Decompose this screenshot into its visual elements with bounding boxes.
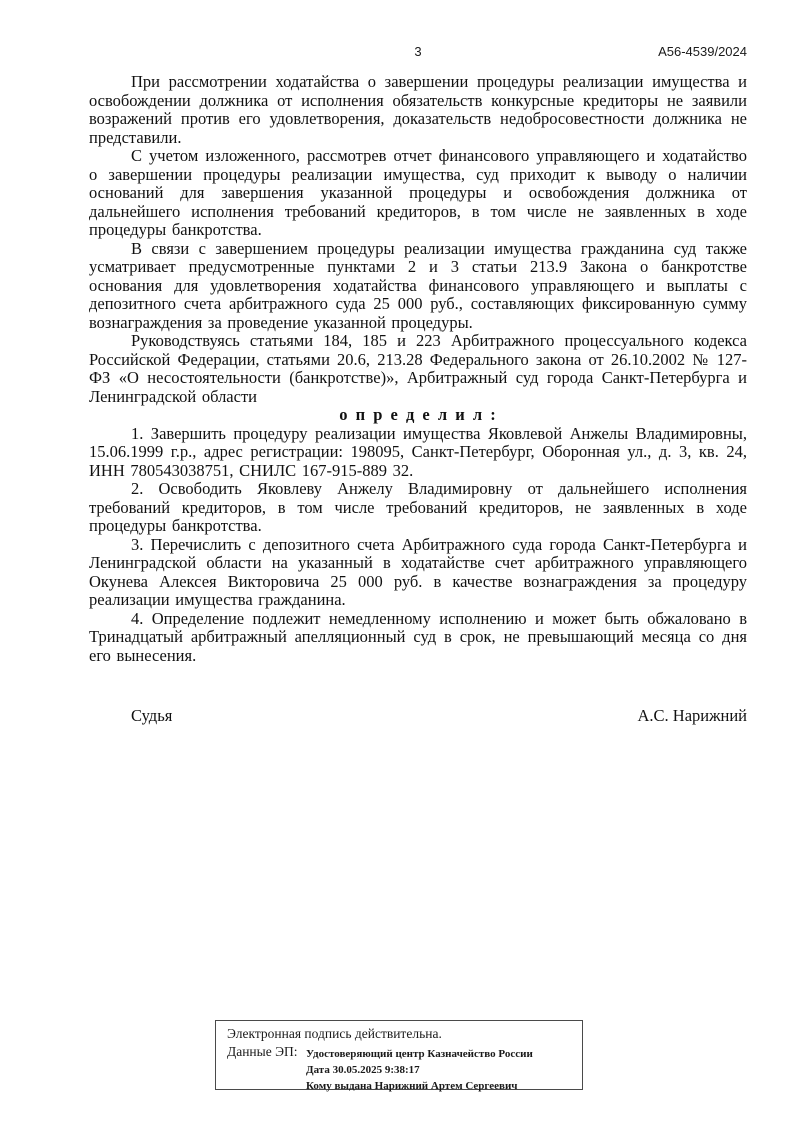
paragraph-considering-motion: При рассмотрении ходатайства о завершении процедуры реализации имущества и освобождении должника от исполнения обязательств конкурсные кредиторы не заявили возражений против его удовлетворения, доказательств недобросовестности должника не представили.	[89, 72, 747, 147]
stamp-title: Электронная подпись действительна.	[227, 1026, 442, 1041]
stamp-details-row	[227, 1044, 576, 1094]
electronic-signature-stamp	[215, 1020, 583, 1090]
stamp-line-issued-to: Кому выдана Нарижний Артем Сергеевич	[306, 1080, 518, 1092]
judge-name: А.С. Нарижний	[637, 706, 747, 725]
resolution-item-2: 2. Освободить Яковлеву Анжелу Владимировну от дальнейшего исполнения требований кредиторов, в том числе требований кредиторов, не заявленных в ходе процедуры банкротства.	[89, 479, 747, 535]
signature-row	[89, 707, 747, 726]
resolution-item-4: 4. Определение подлежит немедленному исполнению и может быть обжаловано в Тринадцатый арбитражный апелляционный суд в срок, не превышающий месяца со дня его вынесения.	[89, 608, 747, 665]
paragraph-court-conclusion: С учетом изложенного, рассмотрев отчет финансового управляющего и ходатайство о завершении процедуры реализации имущества, суд приходит к выводу о наличии оснований для завершения указанной процедуры и освобождения должника от дальнейшего исполнения требований кредиторов, в том числе не заявленных в ходе процедуры банкротства.	[89, 146, 747, 239]
stamp-line-date: Дата 30.05.2025 9:38:17	[306, 1064, 420, 1076]
resolution-heading: о п р е д е л и л :	[339, 405, 497, 424]
paragraph-legal-basis: Руководствуясь статьями 184, 185 и 223 Арбитражного процессуального кодекса Российской Федерации, статьями 20.6, 213.28 Федерального закона от 26.10.2002 № 127-ФЗ «О несостоятельности (банкротстве)», Арбитражный суд города Санкт-Петербурга и Ленинградской области	[89, 331, 747, 406]
stamp-label: Данные ЭП:	[227, 1044, 298, 1059]
document-body	[89, 73, 747, 726]
case-number: А56-4539/2024	[658, 44, 747, 59]
page-header	[89, 44, 747, 60]
stamp-line-authority: Удостоверяющий центр Казначейство России	[306, 1048, 533, 1060]
resolution-item-3: 3. Перечислить с депозитного счета Арбитражного суда города Санкт-Петербурга и Ленинградской области на указанный в ходатайстве счет арбитражного управляющего Окунева Алексея Викторовича 25 000 руб. в качестве вознаграждения за процедуру реализации имущества гражданина.	[89, 534, 747, 609]
paragraph-remuneration-grounds: В связи с завершением процедуры реализации имущества гражданина суд также усматривает предусмотренные пунктами 2 и 3 статьи 213.9 Закона о банкротстве основания для удовлетворения ходатайства финансового управляющего и выплаты с депозитного счета арбитражного суда 25 000 руб., составляющих фиксированную сумму вознаграждения за проведение указанной процедуры.	[89, 238, 747, 332]
stamp-details	[306, 1044, 533, 1094]
resolution-item-1: 1. Завершить процедуру реализации имущества Яковлевой Анжелы Владимировны, 15.06.1999 г.р., адрес регистрации: 198095, Санкт-Петербург, Оборонная ул., д. 3, кв. 24, ИНН 780543038751, СНИЛС 167-915-889 32.	[89, 423, 747, 480]
page-number: 3	[414, 44, 422, 59]
judge-label: Судья	[131, 706, 173, 725]
